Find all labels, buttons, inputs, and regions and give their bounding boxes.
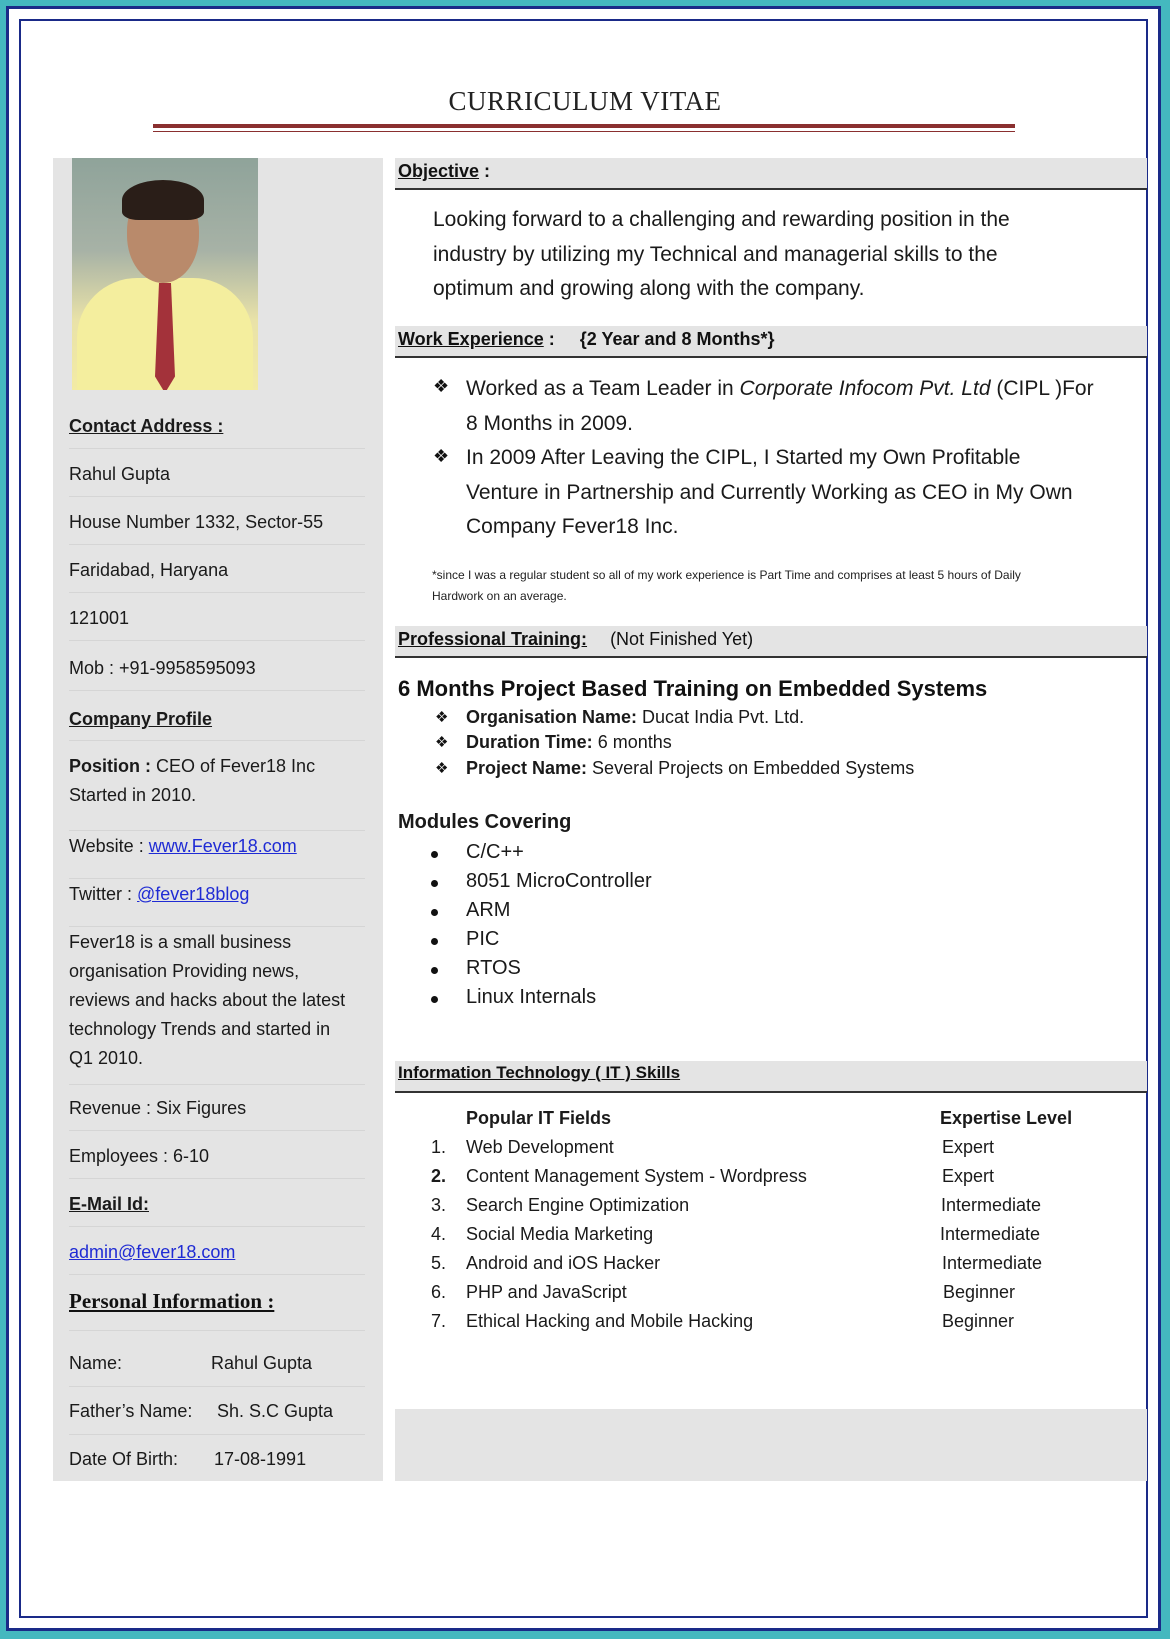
it-row-level: Intermediate	[941, 1195, 1042, 1215]
it-row-field: Content Management System - Wordpress	[466, 1166, 807, 1186]
email-heading: E-Mail Id:	[69, 1194, 149, 1214]
it-row-num: 4.	[431, 1224, 447, 1244]
title-rule-thin	[153, 131, 1015, 132]
bullet-dot-icon	[431, 880, 438, 887]
document-title: CURRICULUM VITAE	[448, 86, 722, 116]
experience-item-2: In 2009 After Leaving the CIPL, I Started my Own Profitable Venture in Partnership and Currently Working as CEO in My Own Company Fever18 Inc.	[466, 446, 1073, 538]
it-row-field: Social Media Marketing	[466, 1224, 654, 1244]
website-link[interactable]: www.Fever18.com	[148, 836, 297, 856]
it-row-level: Beginner	[942, 1311, 1015, 1331]
module-item: C/C++	[466, 841, 524, 863]
company-revenue: Revenue : Six Figures	[69, 1098, 247, 1118]
modules-heading: Modules Covering	[398, 811, 572, 833]
it-row-num: 3.	[431, 1195, 447, 1215]
it-col-level-header: Expertise Level	[940, 1108, 1073, 1128]
diamond-bullet-icon: ❖	[435, 760, 449, 777]
father-name-value: Sh. S.C Gupta	[217, 1401, 334, 1421]
footer-shaded-box	[395, 1409, 1147, 1481]
objective-heading: Objective :	[398, 161, 491, 181]
contact-mobile: Mob : +91-9958595093	[69, 658, 256, 678]
dob-value: 17-08-1991	[214, 1449, 307, 1469]
it-row-level: Intermediate	[942, 1253, 1043, 1273]
contact-heading: Contact Address :	[69, 416, 224, 436]
contact-name: Rahul Gupta	[69, 464, 171, 484]
it-row-field: Search Engine Optimization	[466, 1195, 690, 1215]
experience-note: *since I was a regular student so all of my work experience is Part Time and comprises at least 5 hours of Daily Hardwork on an average.	[432, 568, 1021, 603]
personal-name-label: Name:	[69, 1353, 123, 1373]
training-project: Project Name: Several Projects on Embedded Systems	[466, 758, 915, 778]
it-row-field: Web Development	[466, 1137, 614, 1157]
company-twitter: Twitter : @fever18blog	[69, 884, 250, 904]
training-organisation: Organisation Name: Ducat India Pvt. Ltd.	[466, 707, 805, 727]
it-row-field: Ethical Hacking and Mobile Hacking	[466, 1311, 754, 1331]
it-row-level: Expert	[942, 1137, 995, 1157]
it-col-fields-header: Popular IT Fields	[466, 1108, 612, 1128]
it-row-level: Beginner	[943, 1282, 1016, 1302]
twitter-link[interactable]: @fever18blog	[137, 884, 250, 904]
diamond-bullet-icon: ❖	[433, 376, 450, 396]
profile-photo	[72, 158, 258, 390]
contact-pin: 121001	[69, 608, 130, 628]
company-employees: Employees : 6-10	[69, 1146, 210, 1166]
bullet-dot-icon	[431, 851, 438, 858]
module-item: Linux Internals	[466, 986, 597, 1008]
diamond-bullet-icon: ❖	[435, 709, 449, 726]
experience-heading: Work Experience : {2 Year and 8 Months*}	[398, 329, 775, 349]
company-heading: Company Profile	[69, 709, 213, 729]
it-row-num: 7.	[431, 1311, 447, 1331]
contact-address-line2: Faridabad, Haryana	[69, 560, 229, 580]
objective-text: Looking forward to a challenging and rewarding position in the industry by utilizing my Technical and managerial skills to the optimum and growing along with the company.	[433, 208, 1010, 300]
title-rule	[153, 124, 1015, 128]
training-title: 6 Months Project Based Training on Embedded Systems	[398, 676, 988, 701]
personal-heading: Personal Information :	[69, 1289, 275, 1313]
father-name-label: Father’s Name:	[69, 1401, 193, 1421]
email-link[interactable]: admin@fever18.com	[69, 1242, 236, 1262]
bullet-dot-icon	[431, 996, 438, 1003]
training-heading: Professional Training: (Not Finished Yet)	[398, 629, 754, 649]
company-position: Position : CEO of Fever18 Inc Started in 2010.	[69, 756, 316, 805]
it-skills-heading: Information Technology ( IT ) Skills	[398, 1063, 681, 1082]
dob-label: Date Of Birth:	[69, 1449, 179, 1469]
module-item: RTOS	[466, 957, 521, 979]
module-item: ARM	[466, 899, 511, 921]
it-row-level: Intermediate	[940, 1224, 1041, 1244]
it-row-field: Android and iOS Hacker	[466, 1253, 661, 1273]
company-website: Website : www.Fever18.com	[69, 836, 297, 856]
it-row-field: PHP and JavaScript	[466, 1282, 627, 1302]
diamond-bullet-icon: ❖	[433, 446, 450, 466]
module-item: PIC	[466, 928, 500, 950]
it-row-num: 5.	[431, 1253, 447, 1273]
bullet-dot-icon	[431, 909, 438, 916]
experience-item-1: Worked as a Team Leader in Corporate Infocom Pvt. Ltd (CIPL )For 8 Months in 2009.	[466, 377, 1094, 435]
bullet-dot-icon	[431, 938, 438, 945]
personal-name-value: Rahul Gupta	[211, 1353, 313, 1373]
objective-bar	[395, 158, 1147, 190]
it-row-level: Expert	[942, 1166, 995, 1186]
training-duration: Duration Time: 6 months	[466, 732, 672, 752]
it-row-num: 6.	[431, 1282, 447, 1302]
it-row-num: 1.	[431, 1137, 447, 1157]
bullet-dot-icon	[431, 967, 438, 974]
diamond-bullet-icon: ❖	[435, 734, 449, 751]
it-row-num: 2.	[431, 1166, 447, 1186]
module-item: 8051 MicroController	[466, 870, 652, 892]
contact-address-line1: House Number 1332, Sector-55	[69, 512, 324, 532]
company-description: Fever18 is a small business organisation Providing news, reviews and hacks about the latest technology Trends and started in Q1 2010.	[69, 932, 346, 1068]
